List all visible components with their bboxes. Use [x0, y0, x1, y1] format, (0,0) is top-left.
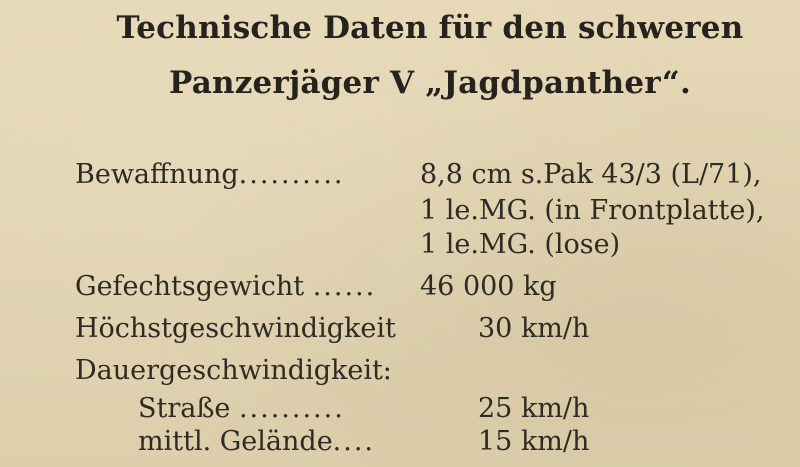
spec-value-gefechtsgewicht: 46 000 kg — [420, 271, 557, 302]
spec-label-strasse — [138, 392, 345, 426]
spec-label-text: Bewaffnung — [75, 159, 239, 190]
dot-leader: .......... — [238, 159, 345, 190]
spec-label-gelaende — [138, 425, 375, 459]
spec-value-bewaffnung-2: 1 le.MG. (in Frontplatte), — [420, 195, 765, 226]
spec-label-dauergeschwindigkeit: Dauergeschwindigkeit: — [75, 355, 392, 386]
document-title-line-2: Panzerjäger V „Jagdpanther“. — [169, 65, 691, 101]
spec-label-gefechtsgewicht — [75, 270, 376, 304]
spec-value-bewaffnung-1: 8,8 cm s.Pak 43/3 (L/71), — [420, 159, 762, 190]
spec-label-bewaffnung — [75, 158, 345, 192]
spec-label-text: Gefechtsgewicht — [75, 271, 305, 302]
spec-value-bewaffnung-3: 1 le.MG. (lose) — [420, 229, 621, 260]
document-title-line-1: Technische Daten für den schweren — [116, 10, 744, 46]
dot-leader: .......... — [238, 393, 345, 424]
spec-value-gelaende: 15 km/h — [478, 426, 590, 457]
spec-value-strasse: 25 km/h — [478, 393, 590, 424]
spec-label-hoechstgeschwindigkeit: Höchstgeschwindigkeit — [75, 313, 396, 344]
dot-leader: .... — [332, 426, 376, 457]
dot-leader: ...... — [312, 271, 377, 302]
spec-label-text: mittl. Gelände — [138, 426, 333, 457]
spec-label-text: Straße — [138, 393, 231, 424]
spec-value-hoechstgeschwindigkeit: 30 km/h — [478, 313, 590, 344]
